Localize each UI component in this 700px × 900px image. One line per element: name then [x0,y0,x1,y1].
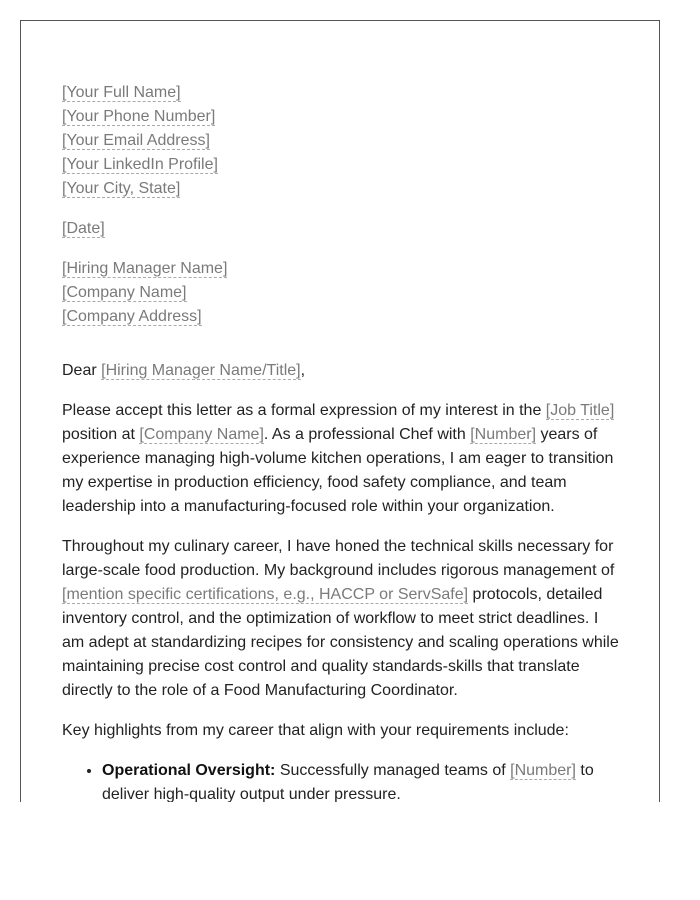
p1-job-title[interactable]: [Job Title] [545,402,615,419]
p1-years-number[interactable]: [Number] [470,426,537,443]
recipient-name[interactable]: [Hiring Manager Name] [62,260,228,277]
p2-text-1: Throughout my culinary career, I have honed the technical skills necessary for large-scale food production. My background includes rigorous management of [62,538,615,579]
paragraph-background [62,535,622,703]
sender-full-name[interactable]: [Your Full Name] [62,84,181,101]
highlights-list [62,759,622,802]
sender-block [62,81,622,201]
p1-company-name[interactable]: [Company Name] [139,426,264,443]
p2-text-2: protocols, detailed inventory control, and the optimization of workflow to meet strict deadlines. I am adept at standardizing recipes for consistency and scaling operations while maintaining precise cost control and quality standards-skills that translate directly to the role of a Food Manufacturing Coordinator. [62,586,619,699]
highlight-text-2: to deliver high-quality output under pressure. [102,762,594,802]
date-block [62,217,622,241]
list-item [102,759,622,802]
recipient-company[interactable]: [Company Name] [62,284,187,301]
p2-certifications[interactable]: [mention specific certifications, e.g., HACCP or ServSafe] [62,586,469,603]
sender-email[interactable]: [Your Email Address] [62,132,210,149]
paragraph-highlights-intro: Key highlights from my career that align with your requirements include: [62,722,569,739]
highlight-text-1: Successfully managed teams of [275,762,511,779]
letter-content [62,81,622,802]
letter-page [20,20,660,802]
p1-text-1: Please accept this letter as a formal expression of my interest in the [62,402,546,419]
sender-linkedin[interactable]: [Your LinkedIn Profile] [62,156,218,173]
p1-text-4: years of experience managing high-volume kitchen operations, I am eager to transition my expertise in production efficiency, food safety compliance, and team leadership into a manufacturing-focused role within your organization. [62,426,614,515]
recipient-address[interactable]: [Company Address] [62,308,202,325]
salutation-placeholder[interactable]: [Hiring Manager Name/Title] [101,362,301,379]
recipient-block [62,257,622,329]
highlight-team-number[interactable]: [Number] [510,762,576,779]
sender-phone[interactable]: [Your Phone Number] [62,108,216,125]
highlight-label: Operational Oversight: [102,762,276,779]
salutation [62,359,622,383]
letter-date[interactable]: [Date] [62,220,105,237]
p1-text-3: . As a professional Chef with [263,426,471,443]
salutation-prefix: Dear [62,362,102,379]
sender-city-state[interactable]: [Your City, State] [62,180,181,197]
paragraph-intro [62,399,622,519]
p1-text-2: position at [62,426,140,443]
salutation-suffix: , [300,362,306,379]
